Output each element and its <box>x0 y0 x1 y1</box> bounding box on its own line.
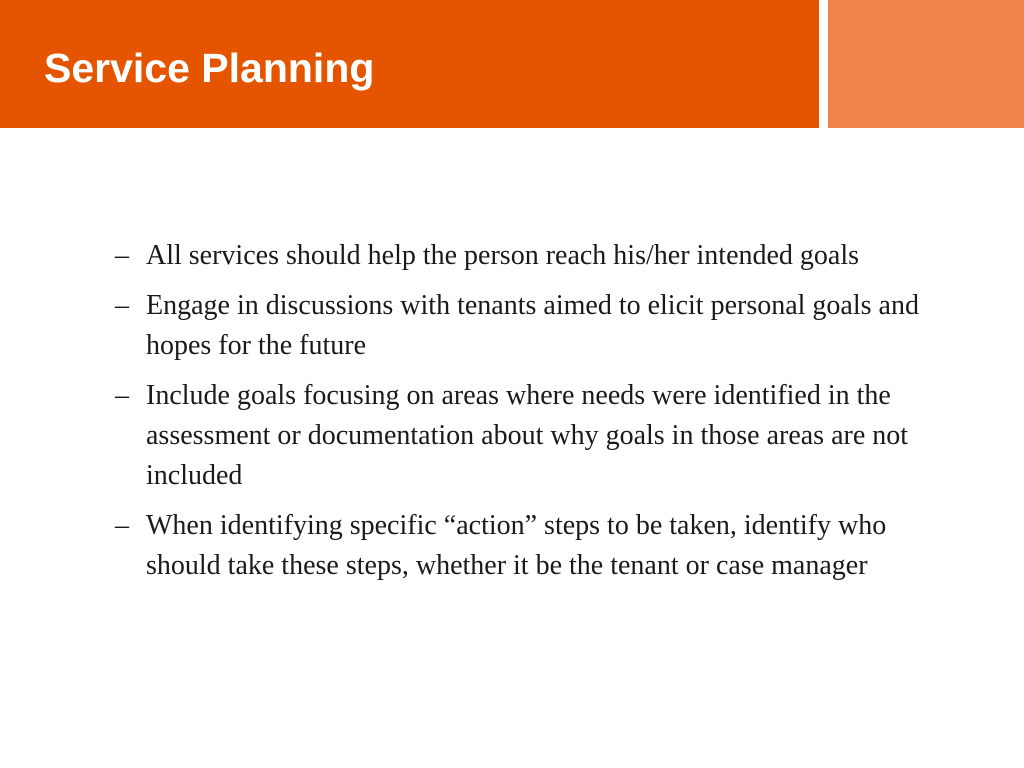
bullet-item-2 <box>115 286 965 366</box>
bullet-text-4: When identifying specific “action” steps to be taken, identify who should take these steps, whether it be the tenant or case manager <box>146 510 887 581</box>
bullet-text-3: Include goals focusing on areas where needs were identified in the assessment or documentation about why goals in those areas are not included <box>146 380 909 491</box>
bullet-text-1: All services should help the person reach his/her intended goals <box>146 240 860 271</box>
bullet-item-3 <box>115 376 965 496</box>
dash-bullet-icon: – <box>115 290 129 321</box>
bullet-item-1 <box>115 236 965 276</box>
bullet-text-2: Engage in discussions with tenants aimed to elicit personal goals and hopes for the future <box>146 290 919 361</box>
dash-bullet-icon: – <box>115 510 129 541</box>
dash-bullet-icon: – <box>115 240 129 271</box>
bullet-item-4 <box>115 506 965 586</box>
dash-bullet-icon: – <box>115 380 129 411</box>
bullet-list <box>115 236 965 596</box>
slide-title: Service Planning <box>44 45 375 91</box>
accent-block <box>828 0 1024 128</box>
